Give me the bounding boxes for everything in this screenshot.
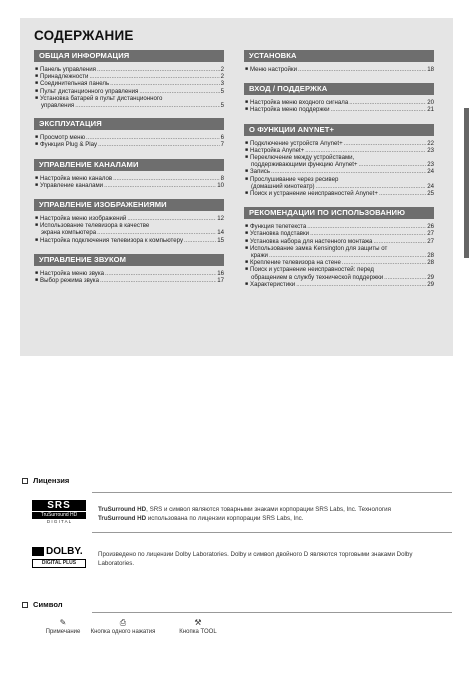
note-icon: ✎ bbox=[59, 618, 67, 627]
toc-entry[interactable]: ■ Выбор режима звука ..... 17 bbox=[35, 277, 224, 284]
side-tab bbox=[464, 108, 469, 258]
toc-entry-continuation[interactable]: поддерживающими функцию Anynet+ ..... 23 bbox=[245, 161, 434, 168]
bullet-icon: ■ bbox=[35, 222, 39, 229]
section-heading: О ФУНКЦИИ ANYNET+ bbox=[244, 124, 434, 136]
bullet-icon: ■ bbox=[245, 223, 249, 230]
divider bbox=[92, 532, 452, 533]
symbols-row bbox=[0, 617, 469, 657]
bullet-icon: ■ bbox=[245, 175, 249, 182]
bullet-icon: ■ bbox=[35, 94, 39, 101]
toc-entry[interactable]: ■ Характеристики ..... 29 bbox=[245, 281, 434, 288]
symbol-item: ⚒ Кнопка TOOL bbox=[168, 617, 228, 635]
toc-section bbox=[34, 118, 224, 158]
toc-section bbox=[244, 50, 434, 83]
bullet-icon: ■ bbox=[35, 141, 39, 148]
toc-entry[interactable]: ■ Запись ..... 24 bbox=[245, 168, 434, 175]
toc-panel bbox=[20, 18, 453, 356]
toc-section bbox=[34, 199, 224, 254]
toc-entry[interactable]: ■ Использование телевизора в качестве bbox=[35, 222, 150, 230]
bullet-icon: ■ bbox=[35, 269, 39, 276]
bullet-icon: ■ bbox=[35, 174, 39, 181]
bullet-icon: ■ bbox=[245, 230, 249, 237]
symbol-item: ✎ Примечание bbox=[38, 617, 88, 635]
toc-entry[interactable]: ■ Установка набора для настенного монтажа ..... 27 bbox=[245, 238, 434, 245]
toc-entry[interactable]: ■ Настройка меню поддержки ..... 21 bbox=[245, 106, 434, 113]
divider bbox=[92, 492, 452, 493]
bullet-icon: ■ bbox=[35, 215, 39, 222]
bullet-icon: ■ bbox=[245, 139, 249, 146]
toc-entry[interactable]: ■ Настройка подключения телевизора к компьютеру ..... 15 bbox=[35, 237, 224, 244]
square-bullet-icon bbox=[22, 478, 28, 484]
toc-right-column bbox=[244, 50, 434, 288]
srs-license-text: TruSurround HD, SRS и символ являются товарными знаками корпорации SRS Labs, Inc. Технология TruSurround HD использована по лицензии корпорации SRS Labs, Inc. bbox=[98, 506, 391, 522]
toc-entry[interactable]: ■ Настройка Anynet+ ..... 23 bbox=[245, 147, 434, 154]
toc-entry[interactable]: ■ Прослушивание через ресивер bbox=[245, 175, 339, 183]
toc-section bbox=[244, 83, 434, 123]
license-heading: Лицензия bbox=[22, 476, 69, 485]
symbols-heading: Символ bbox=[22, 600, 63, 609]
toc-entry[interactable]: ■ Переключение между устройствами, bbox=[245, 154, 355, 162]
one-touch-icon: ⎙ bbox=[119, 618, 127, 627]
section-heading: РЕКОМЕНДАЦИИ ПО ИСПОЛЬЗОВАНИЮ bbox=[244, 207, 434, 219]
bullet-icon: ■ bbox=[245, 266, 249, 273]
srs-logo: SRS TruSurround HD D I G I T A L bbox=[32, 500, 86, 526]
toc-entry[interactable]: ■ Принадлежности ..... 2 bbox=[35, 73, 224, 80]
toc-section bbox=[34, 159, 224, 199]
toc-entry[interactable]: ■ Настройка меню изображений ..... 12 bbox=[35, 215, 224, 222]
section-heading: УСТАНОВКА bbox=[244, 50, 434, 62]
bullet-icon: ■ bbox=[245, 99, 249, 106]
tools-icon: ⚒ bbox=[194, 618, 202, 627]
toc-left-column bbox=[34, 50, 224, 284]
bullet-icon: ■ bbox=[35, 73, 39, 80]
toc-entry-continuation[interactable]: (домашний кинотеатр) ..... 24 bbox=[245, 183, 434, 190]
bullet-icon: ■ bbox=[245, 244, 249, 251]
toc-entry-continuation[interactable]: управления ..... 5 bbox=[35, 102, 224, 109]
toc-entry[interactable]: ■ Пульт дистанционного управления ..... 5 bbox=[35, 88, 224, 95]
bullet-icon: ■ bbox=[35, 277, 39, 284]
symbol-item: ⎙ Кнопка одного нажатия bbox=[88, 617, 158, 635]
double-d-icon bbox=[32, 547, 44, 556]
bullet-icon: ■ bbox=[245, 66, 249, 72]
toc-title: СОДЕРЖАНИЕ bbox=[34, 28, 134, 43]
bullet-icon: ■ bbox=[35, 236, 39, 243]
toc-entry[interactable]: ■ Функция телетекста ..... 26 bbox=[245, 223, 434, 230]
bullet-icon: ■ bbox=[245, 154, 249, 161]
toc-entry[interactable]: ■ Установка подставки ..... 27 bbox=[245, 230, 434, 237]
toc-entry[interactable]: ■ Просмотр меню ..... 6 bbox=[35, 134, 224, 141]
section-heading: УПРАВЛЕНИЕ КАНАЛАМИ bbox=[34, 159, 224, 171]
toc-entry[interactable]: ■ Управление каналами ..... 10 bbox=[35, 182, 224, 189]
section-heading: УПРАВЛЕНИЕ ЗВУКОМ bbox=[34, 254, 224, 266]
section-heading: УПРАВЛЕНИЕ ИЗОБРАЖЕНИЯМИ bbox=[34, 199, 224, 211]
toc-entry[interactable]: ■ Крепление телевизора на стене ..... 28 bbox=[245, 259, 434, 266]
bullet-icon: ■ bbox=[245, 280, 249, 287]
toc-entry[interactable]: ■ Соединительная панель ..... 3 bbox=[35, 80, 224, 87]
toc-entry[interactable]: ■ Меню настройки ..... 18 bbox=[245, 66, 434, 73]
toc-entry-continuation[interactable]: обращением в службу технической поддержки ..... 29 bbox=[245, 274, 434, 281]
toc-entry[interactable]: ■ Поиск и устранение неисправностей Anynet+ ..... 25 bbox=[245, 190, 434, 197]
bullet-icon: ■ bbox=[35, 80, 39, 87]
toc-entry[interactable]: ■ Настройка меню звука ..... 16 bbox=[35, 270, 224, 277]
toc-entry-continuation[interactable]: экрана компьютера ..... 14 bbox=[35, 229, 224, 236]
bullet-icon: ■ bbox=[245, 106, 249, 113]
dolby-logo: DOLBY. DIGITAL PLUS bbox=[32, 545, 86, 569]
section-heading: ОБЩАЯ ИНФОРМАЦИЯ bbox=[34, 50, 224, 62]
section-heading: ЭКСПЛУАТАЦИЯ bbox=[34, 118, 224, 130]
toc-section bbox=[244, 124, 434, 208]
toc-section bbox=[34, 50, 224, 115]
section-heading: ВХОД / ПОДДЕРЖКА bbox=[244, 83, 434, 95]
toc-entry[interactable]: ■ Подключение устройств Anynet+ ..... 22 bbox=[245, 140, 434, 147]
bullet-icon: ■ bbox=[35, 66, 39, 72]
bullet-icon: ■ bbox=[35, 87, 39, 94]
bullet-icon: ■ bbox=[35, 134, 39, 141]
toc-entry-continuation[interactable]: кражи ..... 28 bbox=[245, 252, 434, 259]
toc-entry[interactable]: ■ Использование замка Kensington для защиты от bbox=[245, 244, 388, 252]
bullet-icon: ■ bbox=[245, 237, 249, 244]
dolby-license-text: Произведено по лицензии Dolby Laboratories. Dolby и символ двойного D являются торговыми знаками Dolby Laboratories. bbox=[98, 551, 413, 567]
toc-entry[interactable]: ■ Функция Plug & Play ..... 7 bbox=[35, 141, 224, 148]
square-bullet-icon bbox=[22, 602, 28, 608]
toc-entry[interactable]: ■ Установка батарей в пульт дистанционного bbox=[35, 94, 163, 102]
toc-section bbox=[34, 254, 224, 284]
bullet-icon: ■ bbox=[245, 190, 249, 197]
bullet-icon: ■ bbox=[245, 259, 249, 266]
toc-section bbox=[244, 207, 434, 288]
toc-entry[interactable]: ■ Настройка меню каналов ..... 8 bbox=[35, 175, 224, 182]
bullet-icon: ■ bbox=[35, 181, 39, 188]
bullet-icon: ■ bbox=[245, 168, 249, 175]
toc-entry[interactable]: ■ Настройка меню входного сигнала ..... 20 bbox=[245, 99, 434, 106]
bullet-icon: ■ bbox=[245, 146, 249, 153]
toc-entry[interactable]: ■ Поиск и устранение неисправностей: перед bbox=[245, 266, 374, 274]
toc-entry[interactable]: ■ Панель управления ..... 2 bbox=[35, 66, 224, 73]
divider bbox=[92, 612, 452, 613]
